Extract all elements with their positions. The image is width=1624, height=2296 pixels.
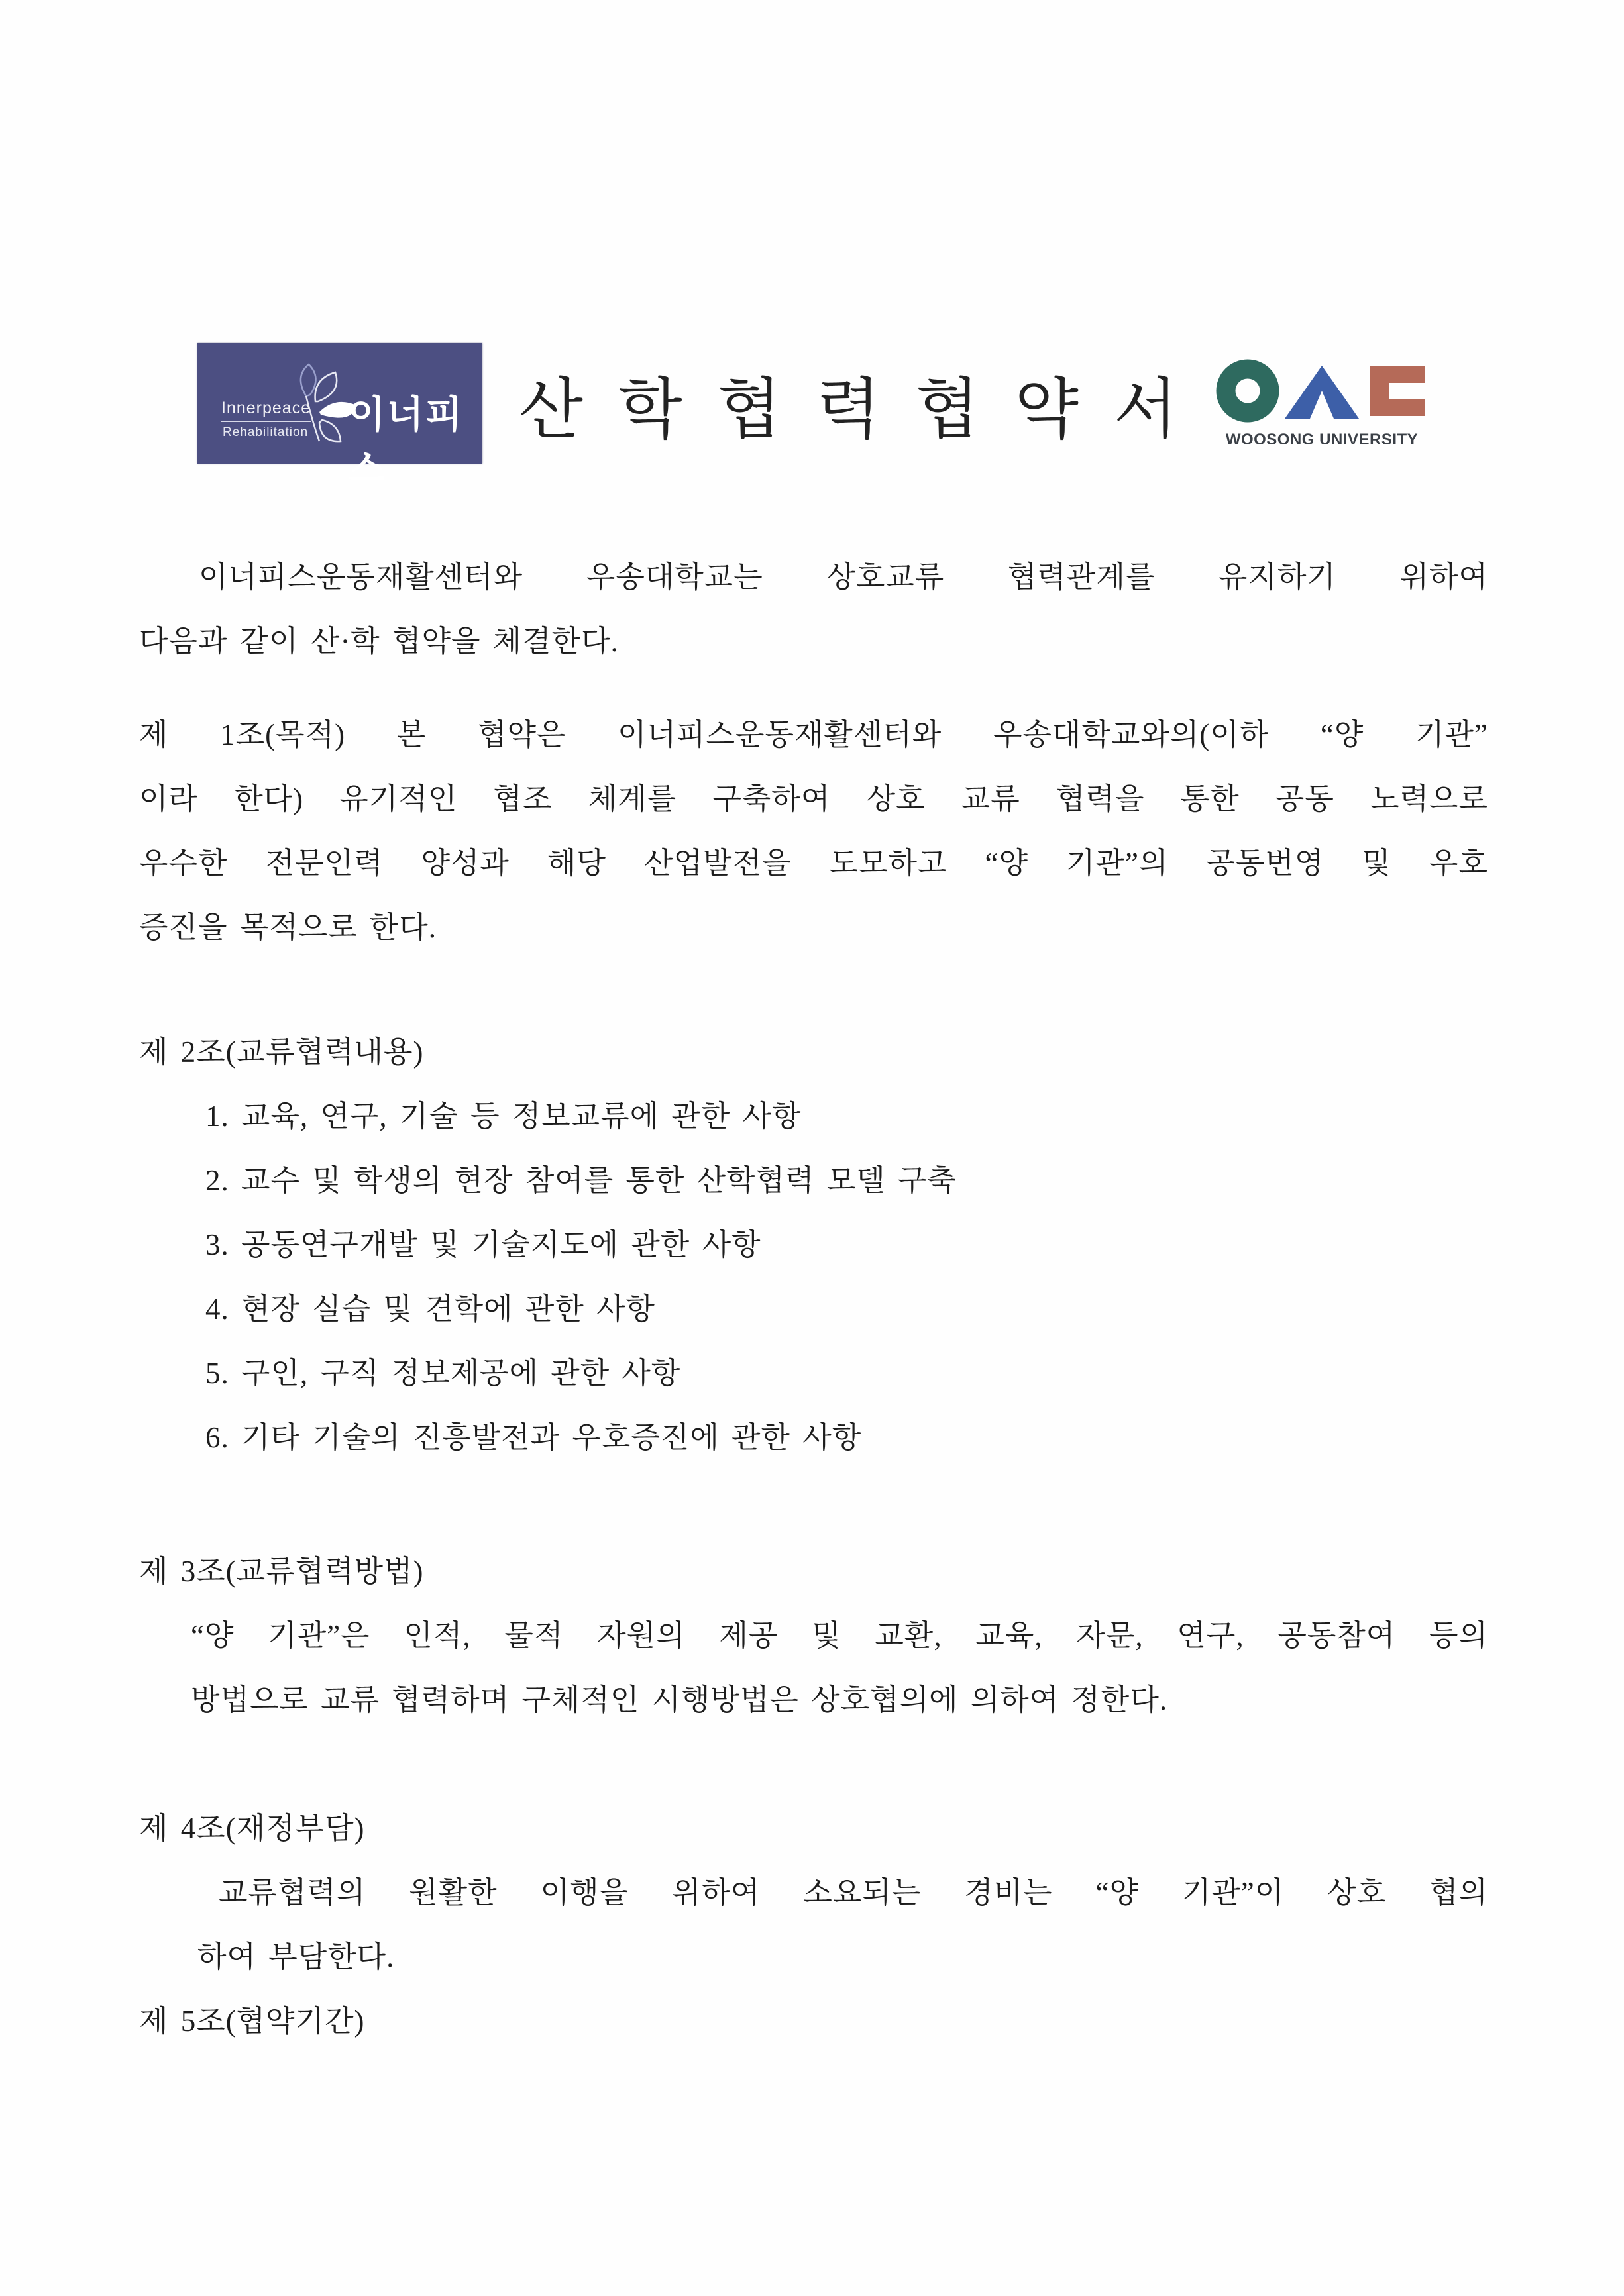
woosong-symbol-icon bbox=[1216, 358, 1428, 424]
article-2-cooperation-contents bbox=[139, 1020, 1488, 1470]
innerpeace-logo bbox=[197, 343, 482, 490]
intro-paragraph bbox=[139, 545, 1488, 674]
article-4-line-2: 하여 부담한다. bbox=[197, 1940, 395, 1973]
article-4-heading: 제 4조(재정부담) bbox=[139, 1812, 365, 1845]
document-body bbox=[139, 464, 1488, 2054]
article-1-line-4: 증진을 목적으로 한다. bbox=[139, 911, 437, 944]
article-5-agreement-period bbox=[139, 1989, 1488, 2054]
article-2-item-1: 1. 교육, 연구, 기술 등 정보교류에 관한 사항 bbox=[205, 1100, 802, 1133]
article-2-item-5: 5. 구인, 구직 정보제공에 관한 사항 bbox=[205, 1357, 681, 1390]
article-3-line-2: 방법으로 교류 협력하며 구체적인 시행방법은 상호협의에 의하여 정한다. bbox=[191, 1683, 1168, 1716]
article-1-line-2: 이라 한다) 유기적인 협조 체계를 구축하여 상호 교류 협력을 통한 공동 노력으로 bbox=[139, 782, 1488, 815]
article-1-purpose bbox=[139, 703, 1488, 960]
article-5-heading: 제 5조(협약기간) bbox=[139, 2005, 365, 2038]
article-3-line-1: “양 기관”은 인적, 물적 자원의 제공 및 교환, 교육, 자문, 연구, 공동참여 등의 bbox=[191, 1619, 1488, 1652]
page-title: 산 학 협 력 협 약 서 bbox=[519, 373, 1179, 446]
article-2-item-6: 6. 기타 기술의 진흥발전과 우호증진에 관한 사항 bbox=[205, 1421, 862, 1454]
article-3-cooperation-method bbox=[139, 1539, 1488, 1732]
woosong-logo-caption: WOOSONG UNIVERSITY bbox=[1225, 431, 1419, 448]
intro-line-2: 다음과 같이 산·학 협약을 체결한다. bbox=[139, 625, 619, 658]
document-header bbox=[197, 343, 1428, 490]
woosong-logo bbox=[1216, 358, 1428, 449]
article-2-item-2: 2. 교수 및 학생의 현장 참여를 통한 산학협력 모델 구축 bbox=[205, 1164, 957, 1197]
article-2-item-4: 4. 현장 실습 및 견학에 관한 사항 bbox=[205, 1292, 655, 1326]
article-1-line-1: 제 1조(목적) 본 협약은 이너피스운동재활센터와 우송대학교와의(이하 “양 기관” bbox=[139, 718, 1488, 751]
innerpeace-logo-en-name: Innerpeace bbox=[221, 399, 311, 422]
article-1-line-3: 우수한 전문인력 양성과 해당 산업발전을 도모하고 “양 기관”의 공동번영 및 우호 bbox=[139, 847, 1488, 880]
article-4-line-1: 교류협력의 원활한 이행을 위하여 소요되는 경비는 “양 기관”이 상호 협의 bbox=[219, 1876, 1488, 1909]
article-2-heading: 제 2조(교류협력내용) bbox=[139, 1035, 424, 1069]
innerpeace-logo-en-sub: Rehabilitation bbox=[223, 425, 309, 439]
article-3-heading: 제 3조(교류협력방법) bbox=[139, 1555, 424, 1588]
article-2-item-3: 3. 공동연구개발 및 기술지도에 관한 사항 bbox=[205, 1228, 761, 1261]
article-4-financial-burden bbox=[139, 1797, 1488, 1989]
intro-line-1: 이너피스운동재활센터와 우송대학교는 상호교류 협력관계를 유지하기 위하여 bbox=[199, 560, 1488, 594]
innerpeace-logo-kr-name: 이너피스 bbox=[349, 393, 464, 490]
